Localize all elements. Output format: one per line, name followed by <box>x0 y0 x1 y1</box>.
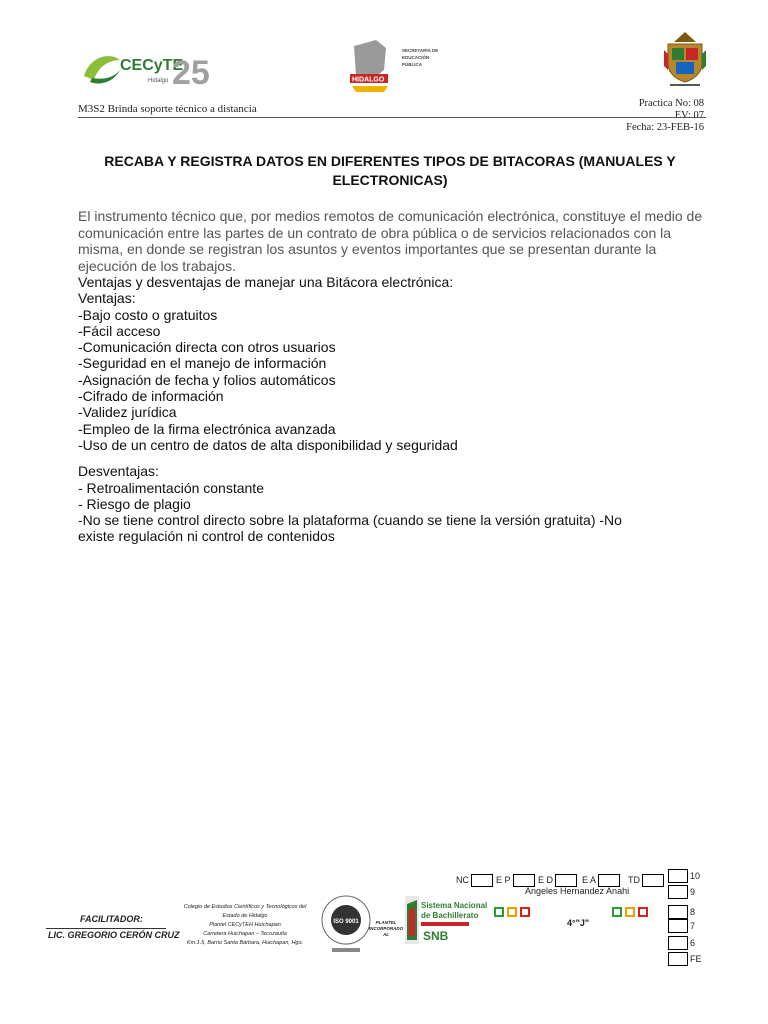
practice-info <box>626 98 704 134</box>
grade-ep: E P <box>496 873 535 887</box>
cecyte-logo-text: CECyTE <box>120 57 184 74</box>
desventaja-item: - Retroalimentación constante <box>78 479 264 496</box>
green-square <box>612 907 622 917</box>
score-6: 6 <box>690 938 696 948</box>
intro-paragraph: El instrumento técnico que, por medios remotos de comunicación electrónica, constituye el medio de comunicación entre las partes de un contrato de obra pública o de servicios relacionados con la misma, en donde se registran los asuntos y eventos importantes que se presentan durante la ejecución de los trabajos. <box>78 208 703 274</box>
svg-text:25: 25 <box>172 54 210 92</box>
svg-text:SECRETARÍA DE: SECRETARÍA DE <box>402 48 439 53</box>
ventaja-item: -Comunicación directa con otros usuarios <box>78 339 336 356</box>
subject-line: M3S2 Brinda soporte técnico a distancia <box>78 103 257 115</box>
body-content <box>78 274 718 545</box>
score-9: 9 <box>690 887 696 897</box>
score-box-6[interactable] <box>668 936 688 950</box>
sep-hidalgo-logo <box>346 36 446 96</box>
grade-ed: E D <box>538 873 577 887</box>
ventaja-item: -Asignación de fecha y folios automáticos <box>78 371 336 388</box>
svg-text:Hidalgo: Hidalgo <box>148 78 169 84</box>
group-label: 4°"J" <box>567 918 590 928</box>
ev-number: EV: 07 <box>674 110 704 121</box>
grade-td: TD <box>628 873 664 887</box>
grade-box[interactable] <box>598 874 620 887</box>
ventaja-item: -Bajo costo o gratuitos <box>78 306 218 323</box>
desventaja-item: -No se tiene control directo sobre la plataforma (cuando se tiene la versión gratuita) -No <box>78 512 622 529</box>
ventaja-item: -Empleo de la firma electrónica avanzada <box>78 420 336 437</box>
svg-text:PÚBLICA: PÚBLICA <box>402 62 422 67</box>
svg-text:HIDALGO: HIDALGO <box>352 76 385 84</box>
score-box-8[interactable] <box>668 905 688 919</box>
green-square <box>494 907 504 917</box>
svg-text:Sistema Nacional: Sistema Nacional <box>421 901 488 910</box>
facilitador-label: FACILITADOR: <box>80 914 143 924</box>
municipal-seal-logo <box>662 30 708 88</box>
orange-square <box>507 907 517 917</box>
ventaja-item: -Validez jurídica <box>78 404 177 421</box>
desventajas-label: Desventajas: <box>78 463 159 480</box>
ventaja-item: -Uso de un centro de datos de alta disponibilidad y seguridad <box>78 436 458 453</box>
grade-box[interactable] <box>642 874 664 887</box>
ventajas-label: Ventajas: <box>78 290 136 307</box>
grade-box[interactable] <box>471 874 493 887</box>
plantel-incorporado-text: PLANTEL INCORPORADO AL <box>368 920 404 937</box>
body-heading: Ventajas y desventajas de manejar una Bitácora electrónica: <box>78 274 454 290</box>
score-box-fe[interactable] <box>668 952 688 966</box>
practice-number: Practica No: 08 <box>638 98 704 109</box>
desventaja-item: - Riesgo de plagio <box>78 495 191 512</box>
college-address: Colegio de Estudios Científicos y Tecnológicos del Estado de Hidalgo Plantel CECyTEH Huichapan Carretera Huichapan – Tecozautla Km.1.5, Barrio Santa Bárbara, Huichapan, Hgo. <box>183 904 307 946</box>
svg-text:SNB: SNB <box>423 929 449 943</box>
grade-box[interactable] <box>555 874 577 887</box>
svg-text:ISO 9001: ISO 9001 <box>333 919 359 925</box>
snb-logo <box>405 896 488 944</box>
traffic-squares-right <box>612 907 648 917</box>
ventaja-item: -Fácil acceso <box>78 322 161 339</box>
red-square <box>520 907 530 917</box>
practice-date: Fecha: 23-FEB-16 <box>626 122 704 133</box>
score-10: 10 <box>690 871 701 881</box>
ventaja-item: -Cifrado de información <box>78 388 224 405</box>
signature-line <box>46 928 166 929</box>
svg-text:EDUCACIÓN: EDUCACIÓN <box>402 55 430 60</box>
score-8: 8 <box>690 907 696 917</box>
spacer <box>78 453 718 463</box>
header-divider <box>78 117 706 118</box>
grade-box[interactable] <box>513 874 535 887</box>
score-7: 7 <box>690 921 696 931</box>
document-title: RECABA Y REGISTRA DATOS EN DIFERENTES TIPOS DE BITACORAS (MANUALES Y ELECTRONICAS) <box>104 153 676 188</box>
student-name: Angeles Hernandez Anahi <box>525 886 630 896</box>
traffic-squares-left <box>494 907 530 917</box>
grade-nc: NC <box>456 873 493 887</box>
score-fe: FE <box>690 954 702 964</box>
score-box-10[interactable] <box>668 869 688 883</box>
red-square <box>638 907 648 917</box>
svg-text:de Bachillerato: de Bachillerato <box>421 911 479 920</box>
orange-square <box>625 907 635 917</box>
desventaja-item: existe regulación ni control de contenidos <box>78 528 335 545</box>
ventaja-item: -Seguridad en el manejo de información <box>78 355 327 372</box>
grade-ea: E A <box>582 873 620 887</box>
score-box-7[interactable] <box>668 919 688 933</box>
cecyte-logo <box>80 46 240 94</box>
score-box-9[interactable] <box>668 885 688 899</box>
facilitador-name: LIC. GREGORIO CERÓN CRUZ <box>48 930 180 940</box>
